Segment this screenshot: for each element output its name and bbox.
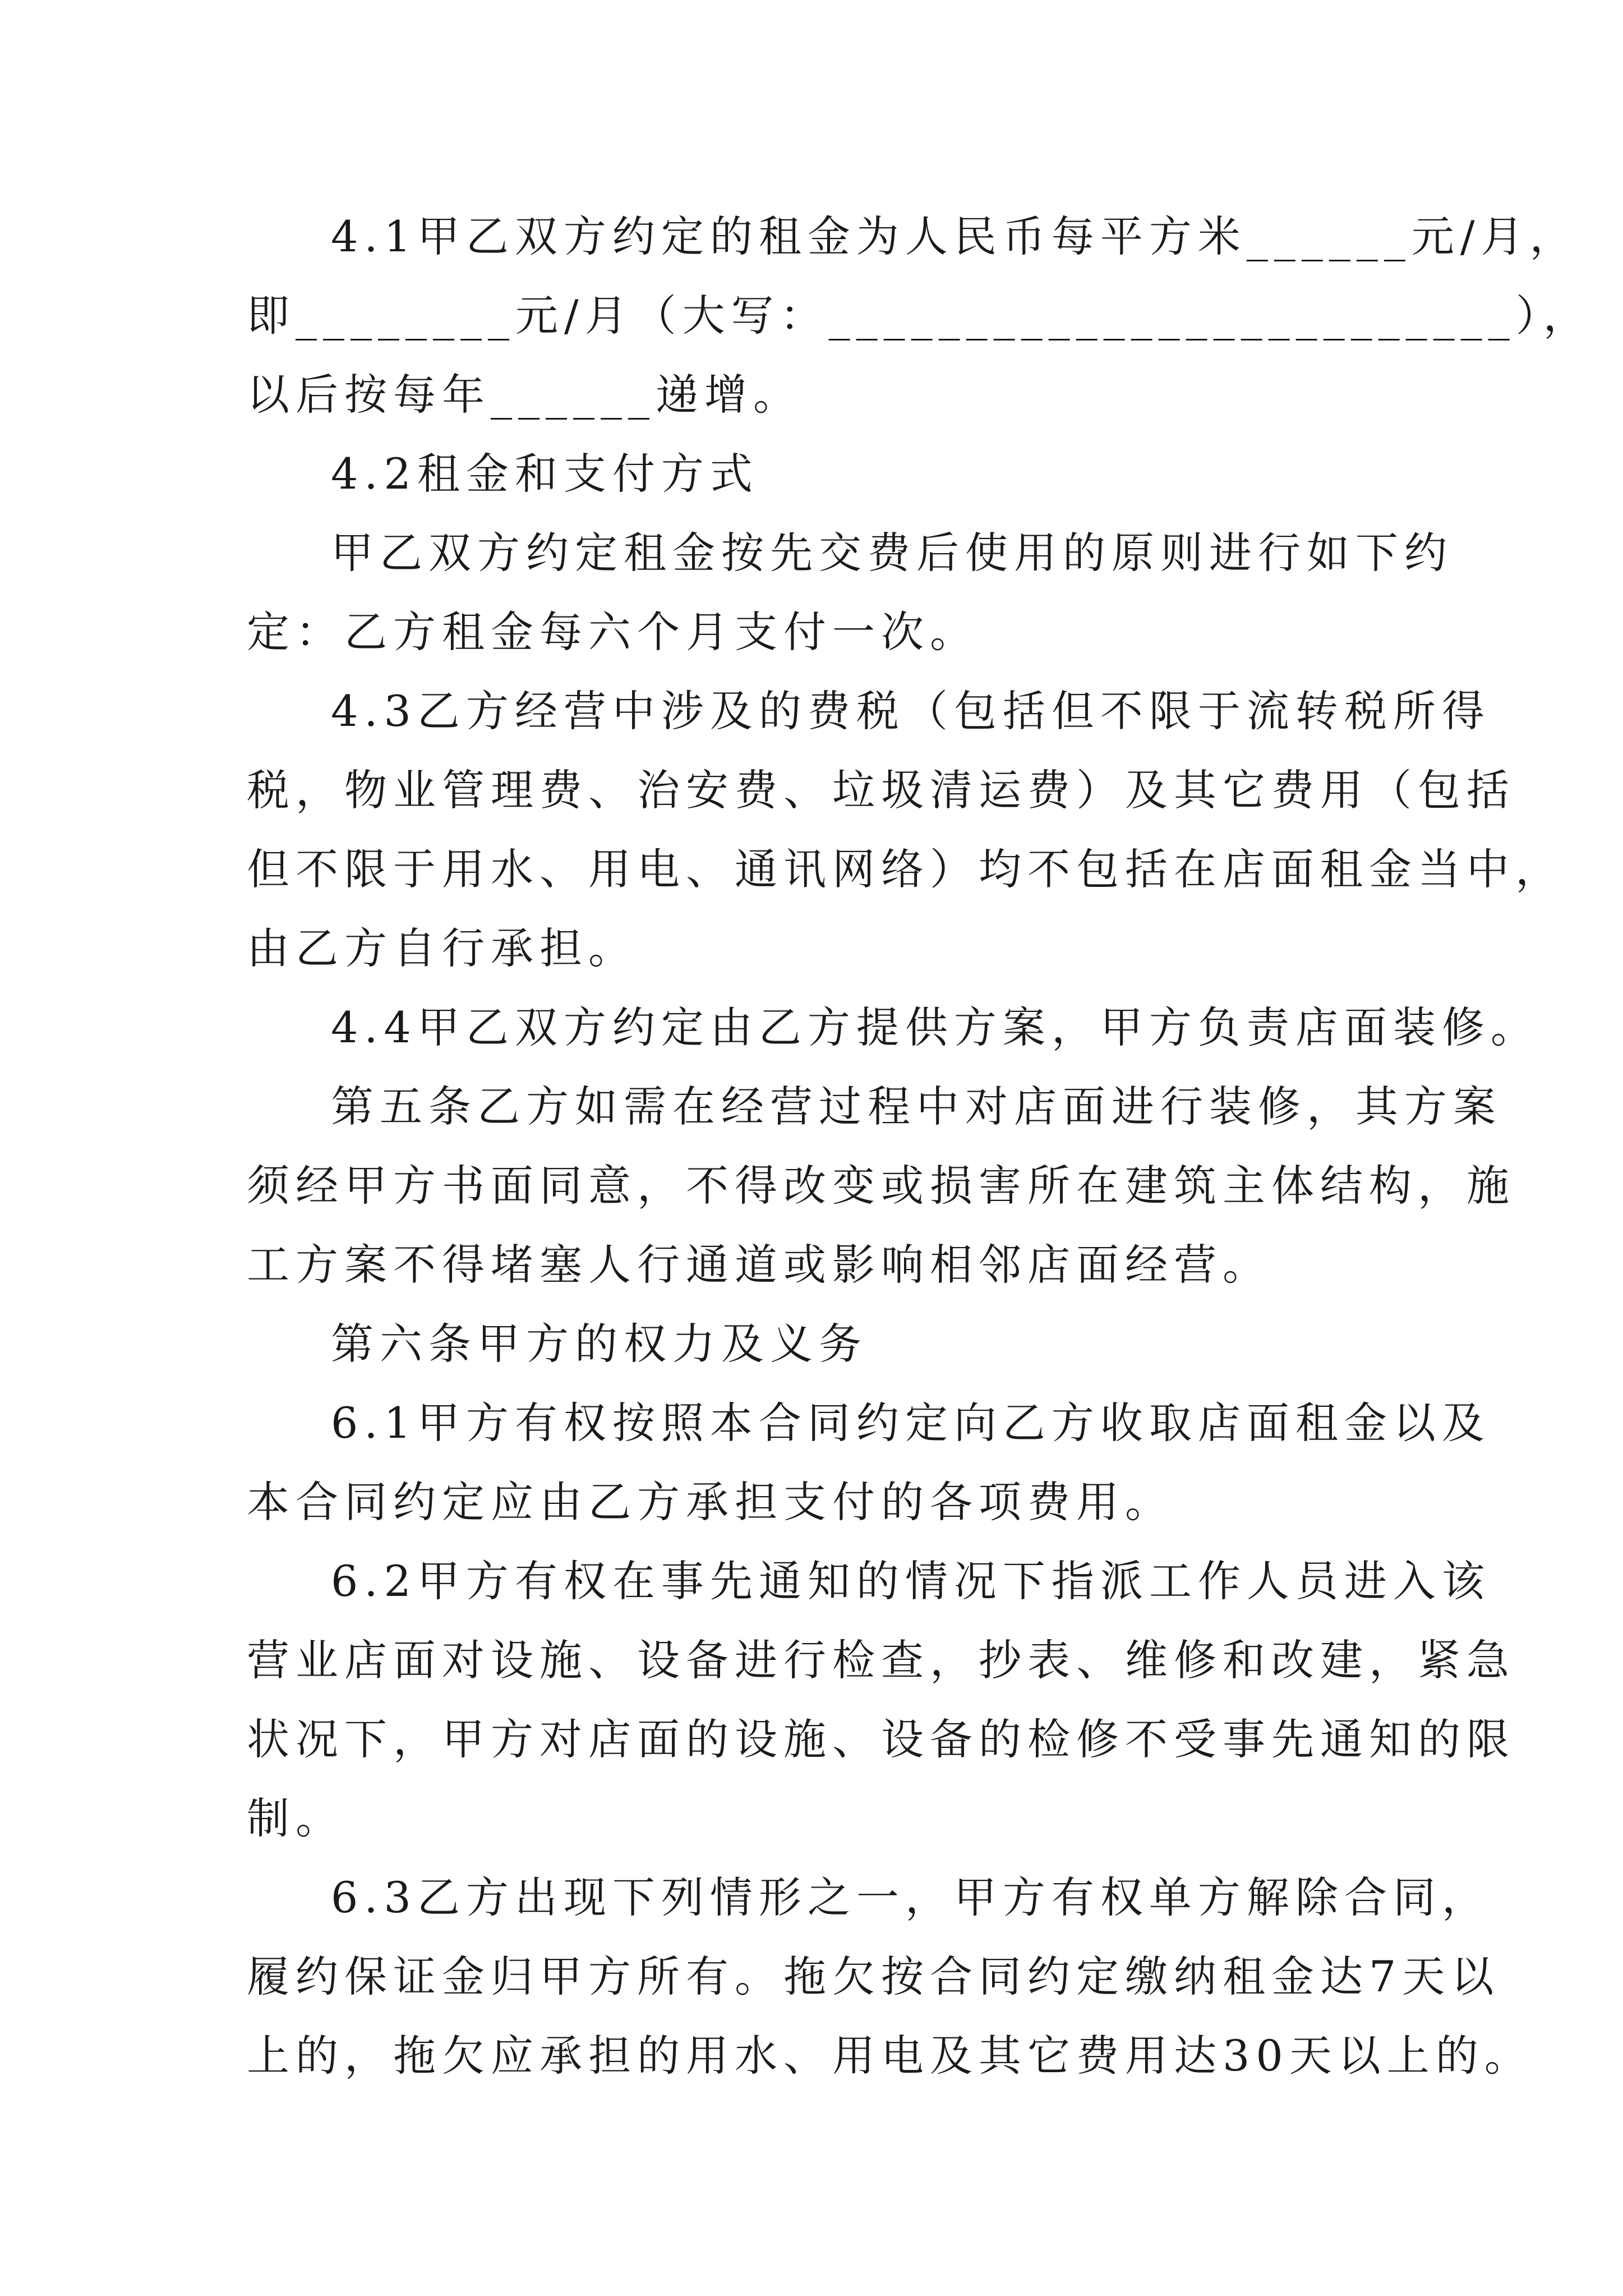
clause-4-1-line-1: 4.1甲乙双方约定的租金为人民币每平方米______元/月， xyxy=(331,211,1579,261)
clause-6-3-line-2: 履约保证金归甲方所有。拖欠按合同约定缴纳租金达7天以 xyxy=(247,1952,1500,2001)
clause-6-3-line-3: 上的，拖欠应承担的用水、用电及其它费用达30天以上的。 xyxy=(247,2031,1533,2081)
clause-6-2-line-4: 制。 xyxy=(247,1793,344,1843)
article-6-heading: 第六条甲方的权力及义务 xyxy=(331,1319,868,1369)
article-5-line-1: 第五条乙方如需在经营过程中对店面进行装修，其方案 xyxy=(331,1082,1502,1131)
clause-4-1-line-3: 以后按每年______递增。 xyxy=(247,370,802,420)
clause-4-1-line-2: 即________元/月（大写：_________________________）， xyxy=(247,291,1592,341)
clause-6-2-line-2: 营业店面对设施、设备进行检查，抄表、维修和改建，紧急 xyxy=(247,1635,1515,1685)
clause-4-2-line-1: 甲乙双方约定租金按先交费后使用的原则进行如下约 xyxy=(331,528,1453,578)
clause-4-3-line-2: 税，物业管理费、治安费、垃圾清运费）及其它费用（包括 xyxy=(247,765,1515,815)
clause-4-3-line-1: 4.3乙方经营中涉及的费税（包括但不限于流转税所得 xyxy=(331,686,1491,736)
clause-4-4-line-1: 4.4甲乙双方约定由乙方提供方案，甲方负责店面装修。 xyxy=(331,1002,1539,1052)
clause-4-2-line-2: 定：乙方租金每六个月支付一次。 xyxy=(247,607,979,657)
clause-6-2-line-1: 6.2甲方有权在事先通知的情况下指派工作人员进入该 xyxy=(331,1556,1491,1606)
article-5-line-3: 工方案不得堵塞人行通道或影响相邻店面经营。 xyxy=(247,1240,1271,1290)
clause-6-1-line-1: 6.1甲方有权按照本合同约定向乙方收取店面租金以及 xyxy=(331,1398,1491,1448)
clause-4-2-heading: 4.2租金和支付方式 xyxy=(331,449,759,499)
clause-4-3-line-3: 但不限于用水、用电、通讯网络）均不包括在店面租金当中， xyxy=(247,844,1564,894)
clause-6-3-line-1: 6.3乙方出现下列情形之一，甲方有权单方解除合同， xyxy=(331,1872,1491,1922)
clause-6-2-line-3: 状况下，甲方对店面的设施、设备的检修不受事先通知的限 xyxy=(247,1714,1515,1764)
clause-4-3-line-4: 由乙方自行承担。 xyxy=(247,923,637,973)
clause-6-1-line-2: 本合同约定应由乙方承担支付的各项费用。 xyxy=(247,1477,1174,1527)
article-5-line-2: 须经甲方书面同意，不得改变或损害所在建筑主体结构，施 xyxy=(247,1161,1515,1211)
